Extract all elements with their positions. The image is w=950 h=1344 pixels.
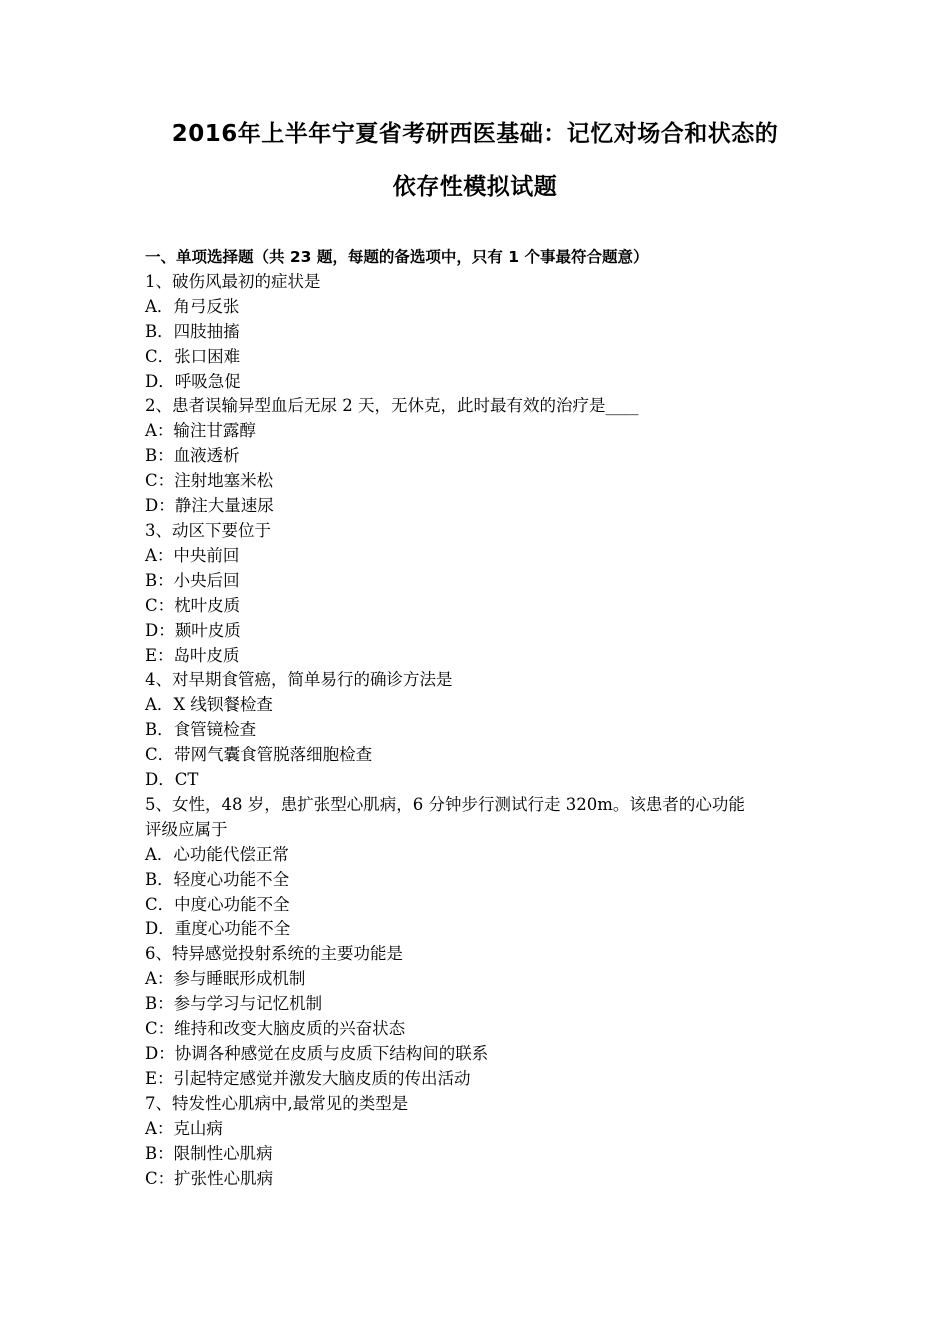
question-3-option-d: D：颞叶皮质 (145, 620, 241, 640)
question-4-option-a: A．X 线钡餐检查 (145, 695, 273, 715)
question-4-option-d: D．CT (145, 770, 199, 790)
question-4-option-b: B．食管镜检查 (145, 720, 257, 740)
question-2-option-b: B：血液透析 (145, 446, 240, 466)
question-3-option-a: A：中央前回 (145, 545, 240, 565)
section-heading: 一、单项选择题（共 23 题，每题的备选项中，只有 1 个事最符合题意） (145, 248, 649, 266)
question-5-option-c: C．中度心功能不全 (145, 894, 290, 914)
question-2-option-d: D：静注大量速尿 (145, 496, 274, 516)
question-1-option-b: B．四肢抽搐 (145, 321, 240, 341)
document-body (145, 245, 825, 1191)
question-4-stem: 4、对早期食管癌，简单易行的确诊方法是 (145, 670, 453, 690)
question-7-option-a: A：克山病 (145, 1118, 223, 1138)
question-1-option-c: C．张口困难 (145, 346, 241, 366)
question-6-option-b: B：参与学习与记忆机制 (145, 994, 323, 1014)
question-6-option-a: A：参与睡眠形成机制 (145, 969, 306, 989)
question-3-option-e: E：岛叶皮质 (145, 645, 240, 665)
question-6-option-e: E：引起特定感觉并激发大脑皮质的传出活动 (145, 1068, 471, 1088)
question-4-option-c: C．带网气囊食管脱落细胞检查 (145, 745, 373, 765)
document-title-line-1: 2016年上半年宁夏省考研西医基础：记忆对场合和状态的 (171, 121, 779, 147)
question-5-option-b: B．轻度心功能不全 (145, 869, 290, 889)
question-3-stem: 3、动区下要位于 (145, 520, 271, 540)
question-3-option-c: C：枕叶皮质 (145, 595, 241, 615)
question-5-option-d: D．重度心功能不全 (145, 919, 291, 939)
document-title-line-2: 依存性模拟试题 (392, 174, 558, 200)
question-6-option-d: D：协调各种感觉在皮质与皮质下结构间的联系 (145, 1044, 489, 1063)
question-6-option-c: C：维持和改变大脑皮质的兴奋状态 (145, 1019, 406, 1039)
question-5-stem: 5、女性，48 岁，患扩张型心肌病，6 分钟步行测试行走 320m。该患者的心功能 (145, 794, 745, 814)
question-1-option-a: A．角弓反张 (145, 296, 240, 316)
question-2-option-a: A：输注甘露醇 (145, 421, 256, 441)
question-3-option-b: B：小央后回 (145, 570, 240, 590)
question-1-stem: 1、破伤风最初的症状是 (145, 271, 321, 291)
question-7-option-c: C：扩张性心肌病 (145, 1168, 274, 1188)
question-7-stem: 7、特发性心肌病中,最常见的类型是 (145, 1093, 409, 1113)
question-2-stem: 2、患者误输异型血后无尿 2 天，无休克，此时最有效的治疗是____ (145, 396, 639, 416)
question-7-option-b: B：限制性心肌病 (145, 1143, 273, 1163)
question-6-stem: 6、特异感觉投射系统的主要功能是 (145, 944, 403, 964)
question-2-option-c: C：注射地塞米松 (145, 471, 274, 491)
question-1-option-d: D．呼吸急促 (145, 371, 241, 391)
question-5-option-a: A．心功能代偿正常 (145, 844, 289, 864)
question-5-stem-continued: 评级应属于 (145, 819, 228, 839)
